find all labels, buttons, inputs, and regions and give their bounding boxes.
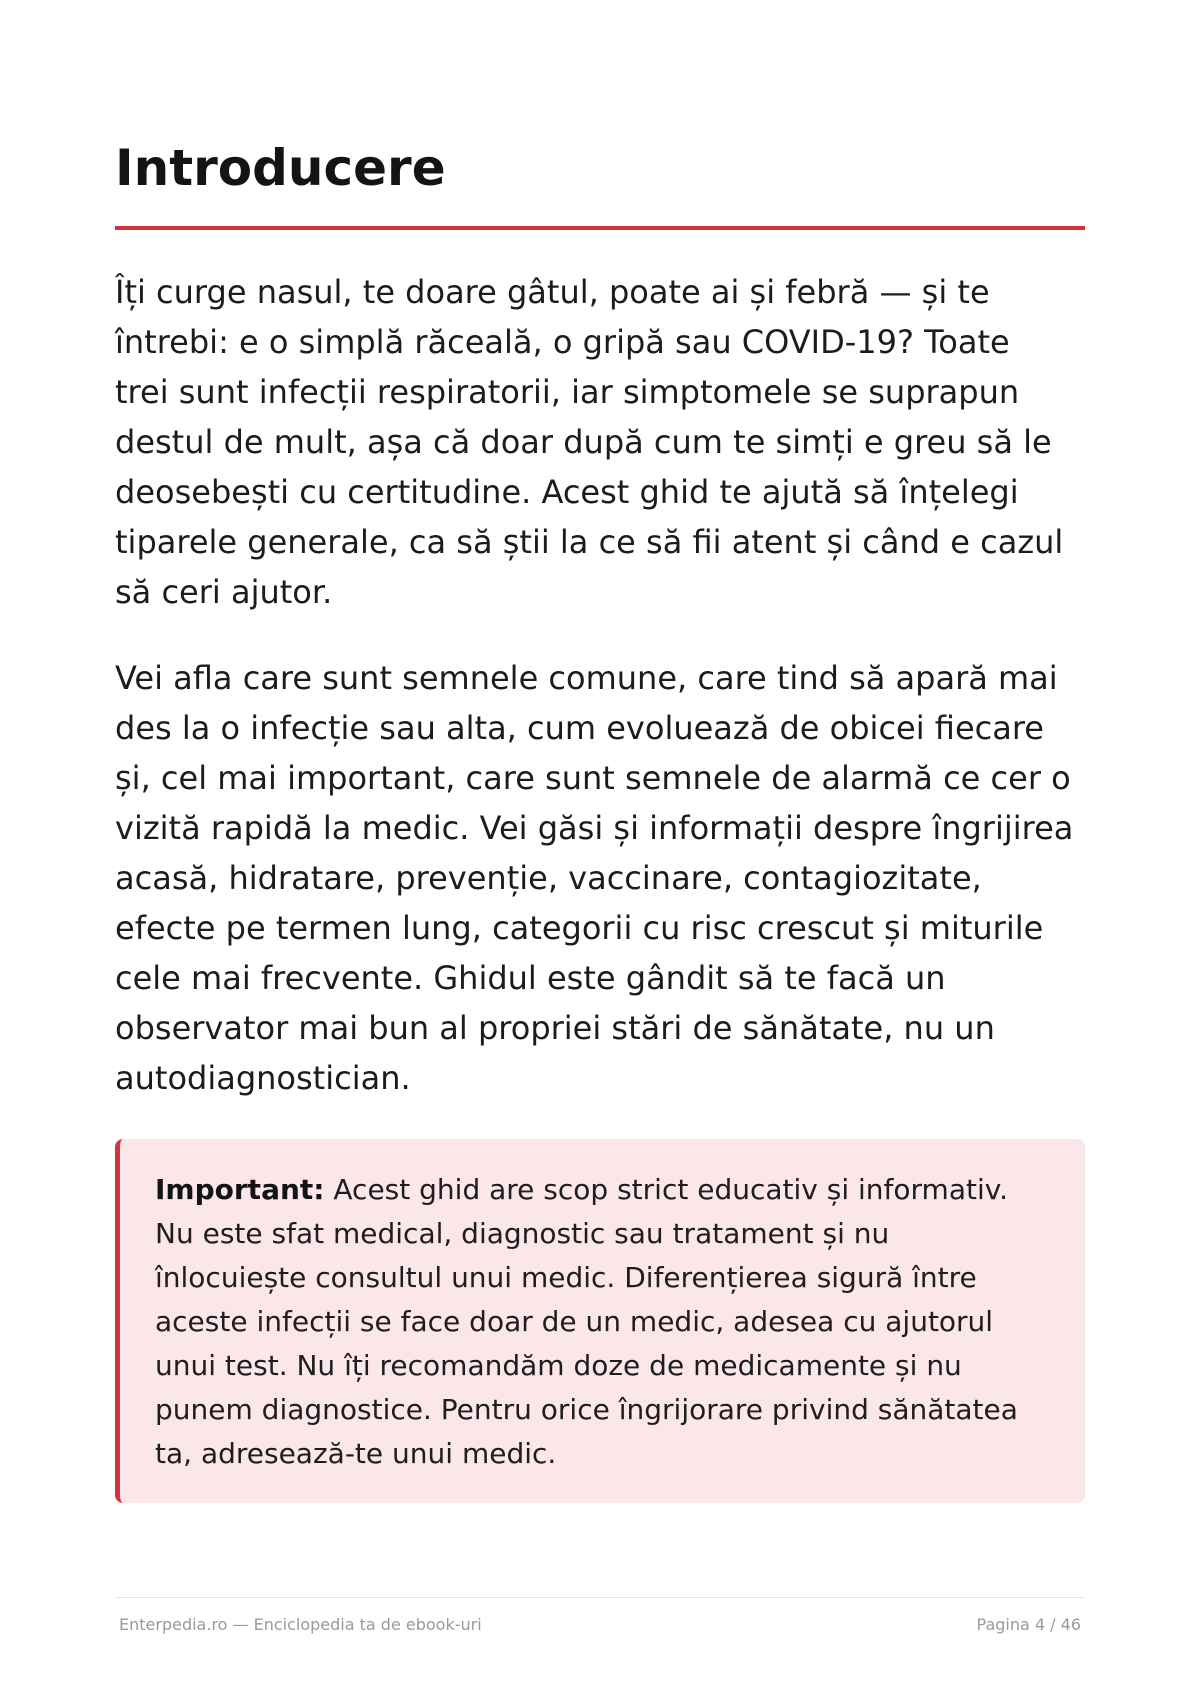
paragraph-line: efecte pe termen lung, categorii cu risc crescut și miturile [115,909,1044,947]
callout-line [155,1168,1055,1212]
title-underline [115,226,1085,230]
callout-line: punem diagnostice. Pentru orice îngrijorare privind sănătatea [155,1393,1018,1426]
paragraph-line: Îți curge nasul, te doare gâtul, poate ai și febră — și te [115,273,990,311]
paragraph-line: destul de mult, așa că doar după cum te simți e greu să le [115,423,1052,461]
callout-line: înlocuiește consultul unui medic. Diferențierea sigură între [155,1261,977,1294]
paragraph-line: Vei afla care sunt semnele comune, care tind să apară mai [115,659,1058,697]
callout-line: unui test. Nu îți recomandăm doze de medicamente și nu [155,1349,962,1382]
paragraph-line: acasă, hidratare, prevenție, vaccinare, contagiozitate, [115,859,982,897]
paragraph-line: tiparele generale, ca să știi la ce să fii atent și când e cazul [115,523,1064,561]
paragraph-line: cele mai frecvente. Ghidul este gândit să te facă un [115,959,946,997]
callout-line: aceste infecții se face doar de un medic, adesea cu ajutorul [155,1305,994,1338]
paragraph-line: autodiagnostician. [115,1059,411,1097]
footer-divider [115,1597,1085,1598]
callout-label: Important: [155,1173,325,1206]
callout-line: ta, adresează-te unui medic. [155,1437,557,1470]
intro-paragraph-1 [115,267,1085,617]
paragraph-line: să ceri ajutor. [115,573,333,611]
paragraph-line: observator mai bun al propriei stări de sănătate, nu un [115,1009,995,1047]
paragraph-line: vizită rapidă la medic. Vei găsi și informații despre îngrijirea [115,809,1074,847]
important-callout [115,1139,1085,1503]
callout-line: Nu este sfat medical, diagnostic sau tratament și nu [155,1217,890,1250]
paragraph-line: și, cel mai important, care sunt semnele de alarmă ce cer o [115,759,1071,797]
intro-paragraph-2 [115,653,1085,1103]
footer-site-name: Enterpedia.ro — Enciclopedia ta de ebook-uri [119,1615,482,1634]
paragraph-line: trei sunt infecții respiratorii, iar simptomele se suprapun [115,373,1020,411]
page-title: Introducere [115,139,446,197]
paragraph-line: deosebești cu certitudine. Acest ghid te ajută să înțelegi [115,473,1019,511]
paragraph-line: des la o infecție sau alta, cum evoluează de obicei fiecare [115,709,1044,747]
footer-page-number: Pagina 4 / 46 [976,1615,1081,1634]
callout-line-text: Acest ghid are scop strict educativ și informativ. [333,1173,1009,1206]
paragraph-line: întrebi: e o simplă răceală, o gripă sau COVID-19? Toate [115,323,1010,361]
